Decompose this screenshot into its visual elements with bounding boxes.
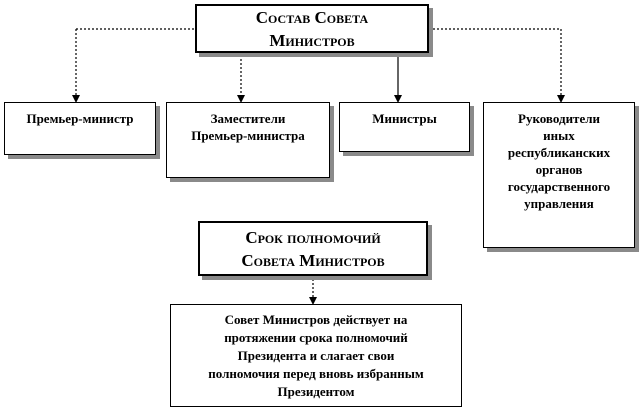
member-box-premier (4, 102, 156, 155)
composition-title: Состав Совета Министров (255, 7, 369, 50)
term-title-box (198, 221, 428, 276)
term-text: Совет Министров действует на протяжении срока полномочий Президента и слагает свои полномочия перед вновь избранным Президентом (208, 312, 424, 399)
member-label-heads: Руководители иных республиканских органов государственного управления (507, 111, 611, 211)
member-box-deputies (166, 102, 330, 178)
member-label-ministers: Министры (372, 111, 437, 126)
member-box-ministers (339, 102, 470, 152)
term-text-box (170, 304, 462, 407)
member-box-heads (483, 102, 635, 248)
composition-title-box (195, 4, 429, 53)
term-title: Срок полномочий Совета Министров (241, 227, 385, 270)
member-label-premier: Премьер-министр (26, 111, 134, 126)
member-label-deputies: Заместители Премьер-министра (191, 111, 305, 143)
